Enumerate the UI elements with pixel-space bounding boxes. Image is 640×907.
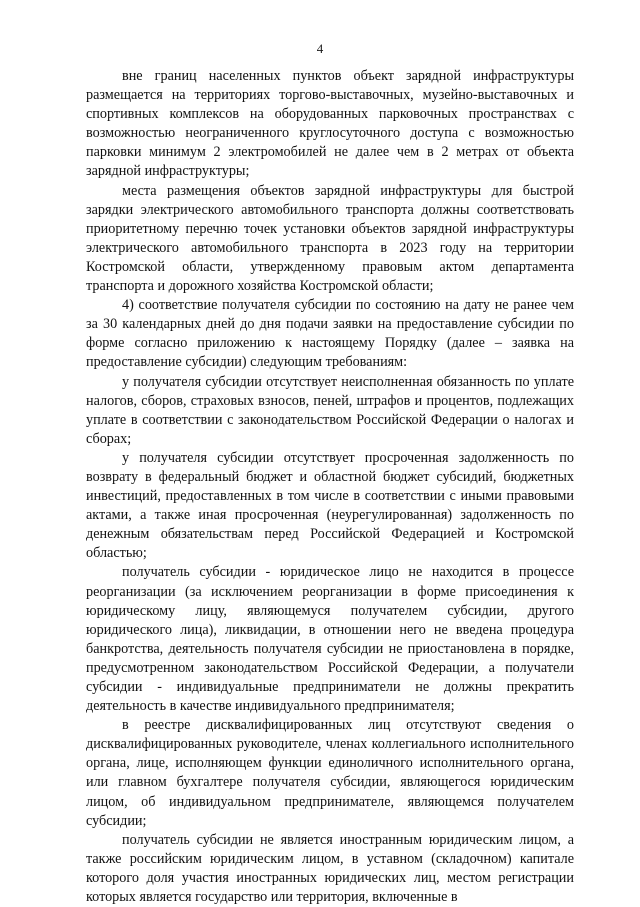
paragraph-not-foreign-entity: получатель субсидии не является иностранным юридическим лицом, а также российским юридическим лицом, в уставном (складочном) капитале которого доля участия иностранных юридических лиц, местом регистрации которых является государство или территория, включенные в [86,831,574,906]
page-number: 4 [316,41,324,56]
paragraph-no-tax-debt: у получателя субсидии отсутствует неисполненная обязанность по уплате налогов, сборов, страховых взносов, пеней, штрафов и процентов, подлежащих уплате в соответствии с законодательством Российской Федерации о налогах и сборах; [86,373,574,447]
paragraph-charging-location: вне границ населенных пунктов объект зарядной инфраструктуры размещается на территориях торгово-выставочных, музейно-выставочных и спортивных комплексов на оборудованных парковочных пространствах с возможностью неограниченного круглосуточного доступа с возможностью парковки минимум 2 электромобилей не далее чем в 2 метрах от объекта зарядной инфраструктуры; [86,68,574,180]
document-body [86,67,574,907]
paragraph-recipient-requirements: 4) соответствие получателя субсидии по состоянию на дату не ранее чем за 30 календарных дней до дня подачи заявки на предоставление субсидии по форме согласно приложению к настоящему Порядку (далее – заявка на предоставление субсидии) следующим требованиям: [86,297,574,371]
paragraph-no-overdue-debt: у получателя субсидии отсутствует просроченная задолженность по возврату в федеральный бюджет и областной бюджет субсидий, бюджетных инвестиций, предоставленных в том числе в соответствии с иными правовыми актами, а также иная просроченная (неурегулированная) задолженность по денежным обязательствам перед Российской Федерацией и Костромской областью; [86,449,574,562]
paragraph-disqualified-registry: в реестре дисквалифицированных лиц отсутствуют сведения о дисквалифицированных руководителе, членах коллегиального исполнительного органа, лице, исполняющем функции единоличного исполнительного органа, или главном бухгалтере получателя субсидии, являющегося юридическим лицом, об индивидуальном предпринимателе, являющемся получателем субсидии; [86,717,574,829]
paragraph-fast-charging-sites: места размещения объектов зарядной инфраструктуры для быстрой зарядки электрического автомобильного транспорта должны соответствовать приоритетному перечню точек установки объектов зарядной инфраструктуры электрического автомобильного транспорта в 2023 году на территории Костромской области, утвержденному правовым актом департамента транспорта и дорожного хозяйства Костромской области; [86,182,574,295]
paragraph-no-reorganization: получатель субсидии - юридическое лицо не находится в процессе реорганизации (за исключением реорганизации в форме присоединения к юридическому лицу, являющемуся получателем субсидии, другого юридического лица), ликвидации, в отношении него не введена процедура банкротства, деятельность получателя субсидии не приостановлена в порядке, предусмотренном законодательством Российской Федерации, а получатели субсидии - индивидуальные предприниматели не должны прекратить деятельность в качестве индивидуального предпринимателя; [86,564,574,715]
